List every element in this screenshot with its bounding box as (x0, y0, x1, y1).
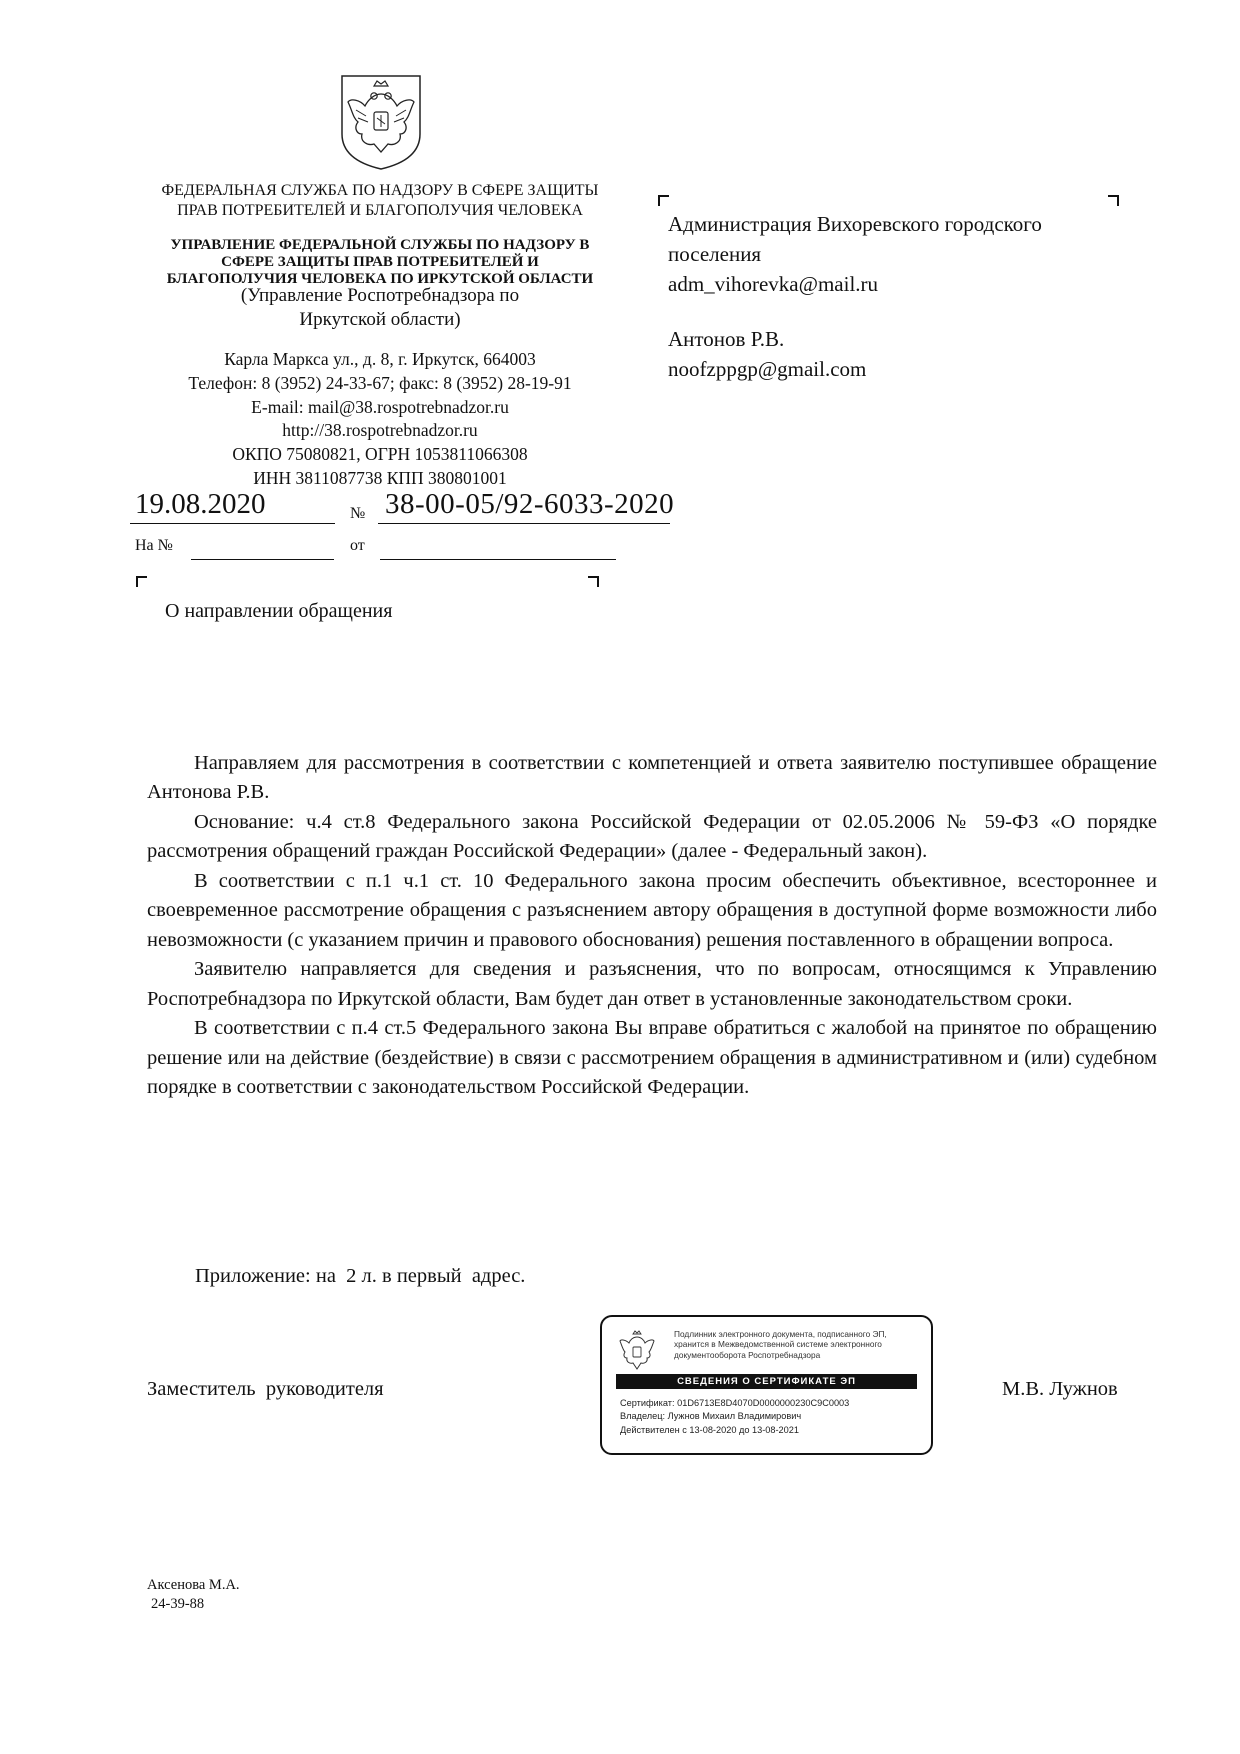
certificate-id: Сертификат: 01D6713E8D4070D0000000230C9C0003 (620, 1398, 850, 1408)
number-label: № (350, 505, 366, 522)
department-name-line: СФЕРЕ ЗАЩИТЫ ПРАВ ПОТРЕБИТЕЛЕЙ И (221, 253, 539, 270)
body-paragraph: В соответствии с п.4 ст.5 Федерального закона Вы вправе обратиться с жалобой на принятое по обращению решение или на действие (бездействие) в связи с рассмотрением обращения в административном и (или) судебном порядке в соответствии с законодательством Российской Федерации. (147, 1017, 1157, 1099)
number-underline (378, 523, 670, 524)
body-paragraph: Основание: ч.4 ст.8 Федерального закона Российской Федерации от 02.05.2006 № 59-ФЗ «О порядке рассмотрения обращений граждан Российской Федерации» (далее - Федеральный закон). (147, 810, 1157, 863)
ref-date-line (380, 559, 616, 560)
okpo-ogrn: ОКПО 75080821, ОГРН 1053811066308 (232, 444, 528, 465)
addressee-person: Антонов Р.В. (668, 327, 785, 352)
certificate-owner: Владелец: Лужнов Михаил Владимирович (620, 1411, 802, 1422)
attachment-note: Приложение: на 2 л. в первый адрес. (195, 1265, 526, 1287)
stamp-note-line: документооборота Роспотребнадзора (674, 1349, 821, 1360)
phone-fax: Телефон: 8 (3952) 24-33-67; факс: 8 (3952) 28-19-91 (188, 372, 572, 393)
coat-of-arms-icon (616, 1329, 658, 1375)
body-paragraph: В соответствии с п.1 ч.1 ст. 10 Федерального закона просим обеспечить объективное, всестороннее и своевременное рассмотрение обращения с разъяснением автору обращения в доступной форме возможности либо невозможности (с указанием причин и правового обоснования) решения поставленного в обращении вопроса. (147, 869, 1157, 951)
inn-kpp: ИНН 3811087738 КПП 380801001 (253, 467, 507, 488)
department-name-line: БЛАГОПОЛУЧИЯ ЧЕЛОВЕКА ПО ИРКУТСКОЙ ОБЛАСТИ (166, 270, 594, 287)
service-name-line: ФЕДЕРАЛЬНАЯ СЛУЖБА ПО НАДЗОРУ В СФЕРЕ ЗАЩИТЫ (161, 182, 599, 199)
signer-name: М.В. Лужнов (1002, 1378, 1118, 1400)
executor-name: Аксенова М.А. (147, 1577, 240, 1593)
executor-block (147, 1576, 240, 1614)
addressee-block (668, 210, 1138, 385)
stamp-note-line: Подлинник электронного документа, подписанного ЭП, (674, 1329, 887, 1339)
department-name-line: УПРАВЛЕНИЕ ФЕДЕРАЛЬНОЙ СЛУЖБЫ ПО НАДЗОРУ В (170, 237, 590, 253)
addressee-person-email: noofzppgp@gmail.com (668, 357, 867, 382)
subject-corner-right (588, 576, 599, 587)
contact-block (130, 348, 630, 491)
ref-number-line (191, 559, 334, 560)
certificate-info (620, 1397, 849, 1437)
addressee-org-line: Администрация Вихоревского городского (668, 212, 1042, 236)
letter-body (147, 749, 1157, 1103)
body-paragraph: Заявителю направляется для сведения и разъяснения, что по вопросам, относящимся к Управлению Роспотребнадзора по Иркутской области, Вам будет дан ответ в установленные законодательством сроки. (147, 958, 1157, 1010)
stamp-note-line: хранится в Межведомственной системе электронного (674, 1339, 882, 1350)
addressee-email: adm_vihorevka@mail.ru (668, 271, 879, 296)
certificate-validity: Действителен с 13-08-2020 до 13-08-2021 (620, 1424, 799, 1435)
short-name-line: (Управление Роспотребнадзора по (240, 285, 520, 306)
addressee-corner-left (658, 195, 669, 206)
signer-position: Заместитель руководителя (147, 1378, 384, 1400)
ref-from-label: от (350, 537, 365, 554)
executor-phone: 24-39-88 (151, 1595, 205, 1612)
stamp-note (674, 1329, 924, 1360)
e-signature-stamp (600, 1315, 933, 1455)
service-name (130, 181, 630, 220)
registration-date: 19.08.2020 (135, 488, 266, 520)
stamp-header: СВЕДЕНИЯ О СЕРТИФИКАТЕ ЭП (616, 1374, 917, 1389)
ref-number-label: На № (135, 537, 173, 554)
service-name-line: ПРАВ ПОТРЕБИТЕЛЕЙ И БЛАГОПОЛУЧИЯ ЧЕЛОВЕКА (177, 201, 583, 219)
postal-address: Карла Маркса ул., д. 8, г. Иркутск, 664003 (224, 349, 536, 369)
department-name (130, 237, 630, 287)
letter-subject: О направлении обращения (165, 600, 393, 622)
registration-number: 38-00-05/92-6033-2020 (385, 488, 675, 520)
coat-of-arms-icon (338, 72, 424, 172)
department-short-name (130, 284, 630, 332)
addressee-corner-right (1108, 195, 1119, 206)
website: http://38.rospotrebnadzor.ru (282, 420, 478, 441)
date-underline (130, 523, 335, 524)
addressee-org-line: поселения (668, 241, 762, 266)
email: E-mail: mail@38.rospotrebnadzor.ru (251, 396, 509, 417)
short-name-line: Иркутской области) (299, 308, 461, 330)
subject-corner-left (136, 576, 147, 587)
body-paragraph: Направляем для рассмотрения в соответствии с компетенцией и ответа заявителю поступившее обращение Антонова Р.В. (147, 752, 1157, 804)
